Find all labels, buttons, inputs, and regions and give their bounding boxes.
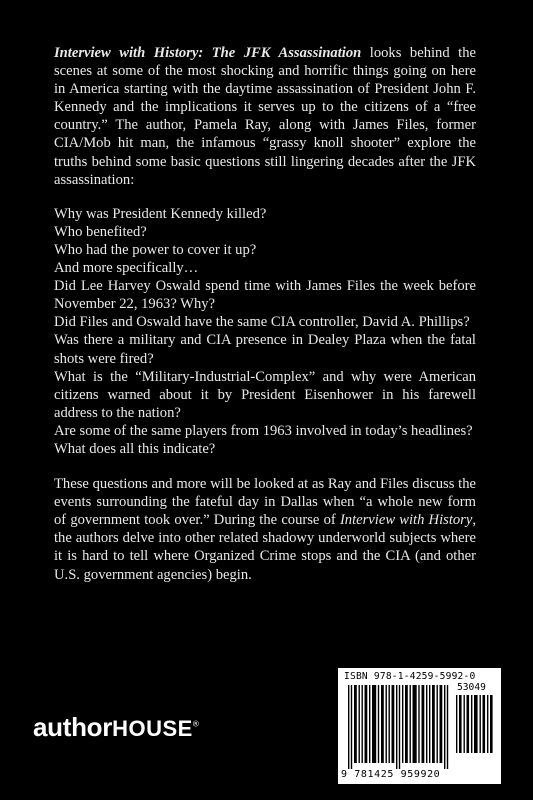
book-title: Interview with History: The JFK Assassination: [54, 45, 362, 61]
publisher-logo-part2: HOUSE: [112, 716, 193, 741]
question-item: And more specifically…: [54, 260, 199, 277]
closing-text-a: These questions and more will be looked at as Ray and Files discuss the events surrounding the fateful day in Dallas when “a whole new form of government took over.” During the course of: [54, 476, 476, 529]
question-item: Are some of the same players from 1963 involved in today’s headlines?: [54, 422, 473, 439]
question-list: [54, 205, 476, 458]
price-code-label: 53049: [457, 682, 486, 693]
closing-text-b: , the authors delve into other related shadowy underworld subjects where it is hard to tell where Organized Crime stops and the CIA (and other U.S. government agencies) begin.: [54, 512, 476, 583]
question-item: Was there a military and CIA presence in Dealey Plaza when the fatal shots were fired?: [54, 332, 476, 367]
registered-mark: ®: [192, 719, 199, 729]
question-item: What is the “Military-Industrial-Complex” and why were American citizens warned about it by President Eisenhower in his farewell address to the nation?: [54, 368, 476, 421]
publisher-logo-part1: author: [33, 712, 113, 742]
blurb-text: [54, 44, 476, 584]
question-item: Who benefited?: [54, 223, 147, 240]
question-item: Why was President Kennedy killed?: [54, 205, 267, 222]
ean-barcode-bars: [348, 685, 450, 769]
question-item: Who had the power to cover it up?: [54, 241, 257, 258]
isbn-barcode: [338, 668, 501, 784]
closing-title: Interview with History: [339, 512, 473, 529]
question-item: Did Files and Oswald have the same CIA controller, David A. Phillips?: [54, 314, 470, 331]
price-barcode-bars: [456, 695, 496, 753]
publisher-logo: [33, 712, 198, 743]
barcode-digits: 9 781425 959920: [341, 769, 441, 780]
question-item: Did Lee Harvey Oswald spend time with James Files the week before November 22, 1963? Why?: [54, 278, 476, 313]
intro-paragraph: [54, 44, 476, 189]
closing-paragraph: [54, 475, 476, 584]
intro-text: looks behind the scenes at some of the most shocking and horrific things going on here in America starting with the daytime assassination of President John F. Kennedy and the implications it serves up to the citizens of a “free country.” The author, Pamela Ray, along with James Files, former CIA/Mob hit man, the infamous “grassy knoll shooter” explore the truths behind some basic questions still lingering decades after the JFK assassination:: [54, 45, 476, 188]
isbn-label: ISBN 978-1-4259-5992-0: [344, 671, 476, 682]
question-item: What does all this indicate?: [54, 440, 216, 457]
